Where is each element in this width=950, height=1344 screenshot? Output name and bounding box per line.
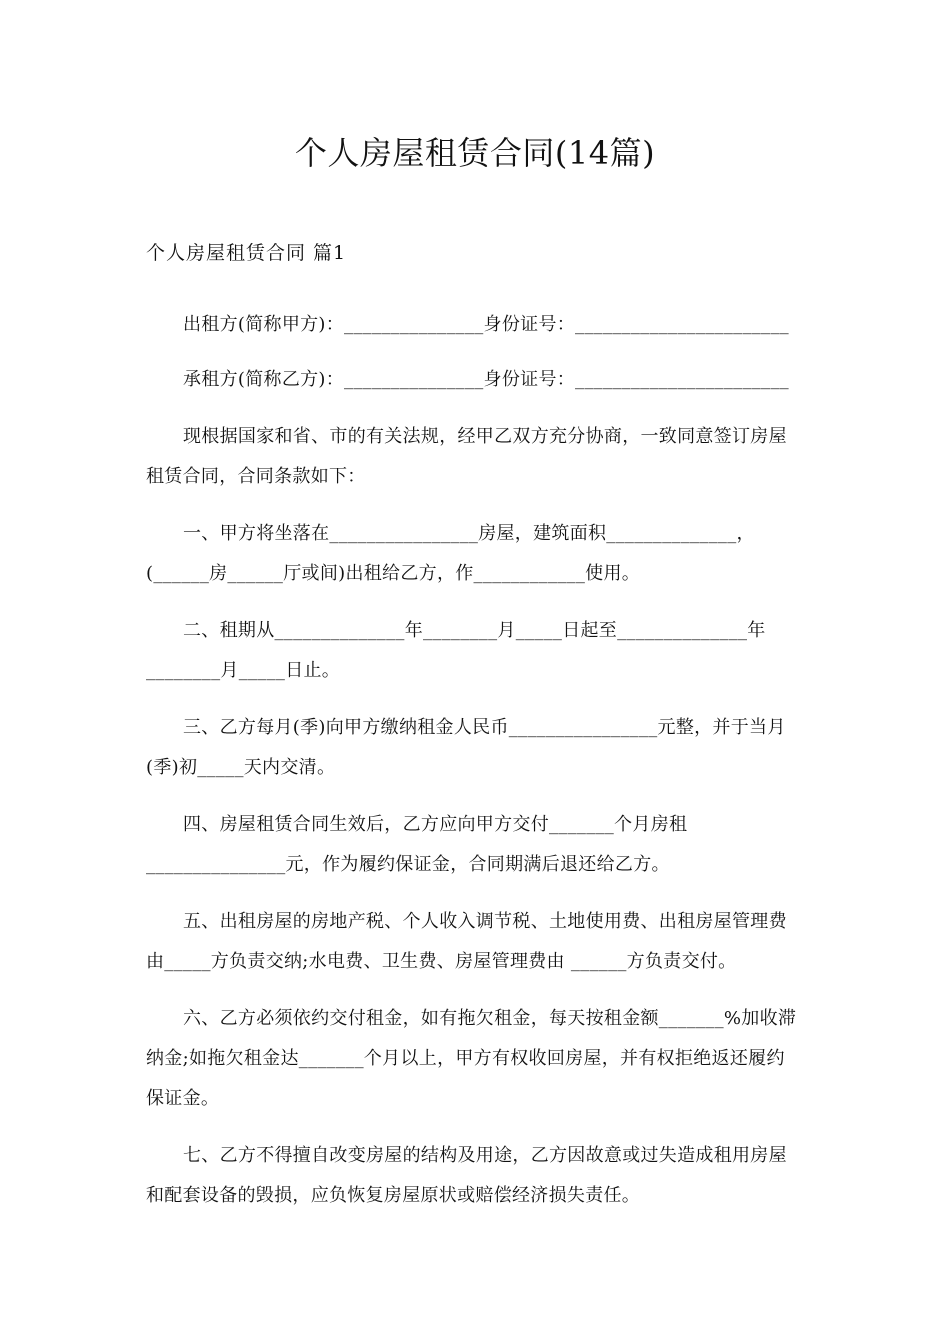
section-title: 个人房屋租赁合同 篇1 — [146, 242, 347, 264]
clause-4-line-1: 四、房屋租赁合同生效后，乙方应向甲方交付_______个月房租 — [183, 814, 688, 835]
clause-1-line-1: 一、甲方将坐落在________________房屋，建筑面积______________， — [183, 523, 755, 544]
clause-7-line-2: 和配套设备的毁损，应负恢复房屋原状或赔偿经济损失责任。 — [146, 1185, 641, 1206]
clause-3-line-2: (季)初_____天内交清。 — [146, 757, 336, 778]
lessor-line: 出租方(简称甲方)：_______________身份证号：_______________________ — [183, 314, 789, 335]
preamble-line-2: 租赁合同，合同条款如下： — [146, 466, 366, 487]
document-title: 个人房屋租赁合同(14篇) — [294, 134, 656, 172]
clause-4-line-2: _______________元，作为履约保证金，合同期满后退还给乙方。 — [146, 854, 670, 875]
clause-6-line-2: 纳金;如拖欠租金达_______个月以上，甲方有权收回房屋，并有权拒绝返还履约 — [146, 1048, 785, 1069]
clause-6-line-3: 保证金。 — [146, 1088, 220, 1109]
clause-5-line-1: 五、出租房屋的房地产税、个人收入调节税、土地使用费、出租房屋管理费 — [183, 911, 787, 932]
clause-6-line-1: 六、乙方必须依约交付租金，如有拖欠租金，每天按租金额_______%加收滞 — [183, 1008, 797, 1029]
clause-5-line-2: 由_____方负责交纳;水电费、卫生费、房屋管理费由 ______方负责交付。 — [146, 951, 737, 972]
preamble-line-1: 现根据国家和省、市的有关法规，经甲乙双方充分协商，一致同意签订房屋 — [183, 426, 787, 447]
clause-2-line-1: 二、租期从______________年________月_____日起至______________年 — [183, 620, 766, 641]
clause-3-line-1: 三、乙方每月(季)向甲方缴纳租金人民币________________元整，并于当月 — [183, 717, 786, 738]
lessee-line: 承租方(简称乙方)：_______________身份证号：_______________________ — [183, 369, 789, 390]
clause-2-line-2: ________月_____日止。 — [146, 660, 341, 681]
clause-7-line-1: 七、乙方不得擅自改变房屋的结构及用途，乙方因故意或过失造成租用房屋 — [183, 1145, 787, 1166]
clause-1-line-2: (______房______厅或间)出租给乙方，作____________使用。 — [146, 563, 641, 584]
